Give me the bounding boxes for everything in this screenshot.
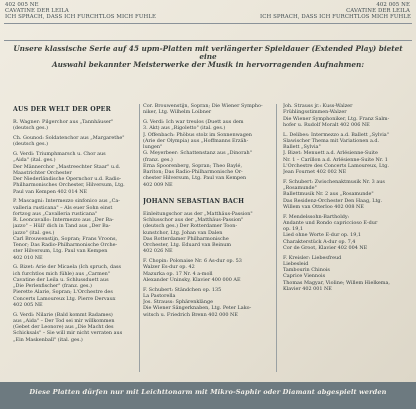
entry-line: 402 026 NE xyxy=(143,248,173,255)
entry-line: Andante und Rondo capriccioso E-dur xyxy=(283,219,378,226)
entry-line: La Pastorella xyxy=(143,292,176,299)
entry-line: chester Hilversum, Ltg. Paul van Kempen xyxy=(143,175,247,182)
entry-line: Der Männerchor „Mastreechter Staar" u.d. xyxy=(13,163,121,170)
entry-line: „Rosamunde" xyxy=(283,185,317,191)
entry-line: „Die Perlenfischer" (franz. ges.) xyxy=(13,283,92,289)
listing-column-3 xyxy=(283,103,409,373)
entry-line: L. Delibes: Intermezzo a.d. Ballett „Sylvia" xyxy=(283,131,389,138)
entry-line: Concerts Lamoureux Ltg. Pierre Dervaux xyxy=(13,295,116,302)
entry-line: valleria rusticana" – Als euer Sohn einst xyxy=(13,204,113,211)
entry-line: (deutsch ges.) xyxy=(13,141,48,148)
entry-line: R. Leoncavallo: Intermezzo aus „Der Ba- xyxy=(13,217,114,223)
entry-line: lungen" xyxy=(143,144,163,150)
entry-line: Frühlingsstimmen-Walzer xyxy=(283,109,347,116)
entry-line: kunstchor, Ltg. Johan van Dalen xyxy=(143,229,223,236)
recording-entry xyxy=(283,103,409,128)
entry-line: 402 009 NE xyxy=(143,181,173,188)
entry-line: niker, Ltg. Wilhelm Loibner xyxy=(143,109,212,116)
entry-line: Cor de Groot, Klavier 402 004 NE xyxy=(283,244,368,251)
entry-line: F. Schubert: Zwischenaktmusik Nr. 3 aus xyxy=(283,178,385,185)
entry-line: witsch u. Friedrich Brenn 402 000 NE xyxy=(143,311,238,318)
entry-line: Der Niederländische Opernchor u.d. Radio- xyxy=(13,176,122,182)
recording-entry xyxy=(283,214,409,252)
header-right-subtitle: ICH SPRACH, DASS ICH FURCHTLOS MICH FUHLE xyxy=(260,14,412,21)
entry-line: L'Orchestre des Concerts Lamoureux, Ltg. xyxy=(283,162,389,169)
entry-line: Die Wiener Sängerknaben, Ltg. Peter Lako- xyxy=(143,305,252,312)
entry-line: Thomas Magyar, Violine; Willem Hielkema, xyxy=(283,279,390,286)
entry-line: Orchester, Ltg. Eduard van Beinum xyxy=(143,242,232,248)
header-right-catalog: 402 005 NE xyxy=(376,2,410,8)
entry-line: G. Bizet: Arie der Micaela (Ich spruch, dass xyxy=(13,264,122,271)
entry-line: (franz. ges.) xyxy=(143,156,173,163)
header-divider-top xyxy=(4,23,412,24)
intro-line: Auswahl bekannter Meisterwerke der Musik in hervorragenden Aufnahmen: xyxy=(51,60,365,70)
entry-line: Charakterstück A-dur op. 7,4 xyxy=(283,238,356,245)
entry-line: ich furchtlos mich fühle) aus „Carmen" xyxy=(13,270,110,277)
entry-line: Paul van Kempen 402 014 NE xyxy=(13,188,88,195)
entry-line: G. Verdi: Ich war treulos (Duett aus dem xyxy=(143,119,244,125)
entry-line: Erna Spoorenberg, Sopran; Theo Baylé, xyxy=(143,162,243,169)
entry-line: Jean Fournet 402 002 NE xyxy=(283,169,347,175)
entry-line: Die Wiener Symphoniker, Ltg. Franz Salm- xyxy=(283,115,390,122)
entry-line: Joh. Strauss jr.: Kuss-Walzer xyxy=(283,103,353,109)
entry-line: Das Residenz-Orchester Den Haag, Ltg. xyxy=(283,197,383,204)
recording-entry xyxy=(13,135,137,148)
entry-line: jazzo" (ital. ges.) xyxy=(13,229,55,236)
entry-line: Cor. Brouwenstijn, Sopran; Die Wiener Sympho- xyxy=(143,103,263,109)
entry-line: 402 005 NE xyxy=(13,301,43,308)
header-right xyxy=(260,2,410,21)
recording-entry xyxy=(13,312,137,343)
header-left-catalog: 402 005 NE xyxy=(5,2,39,8)
recording-entry xyxy=(283,132,409,176)
entry-line: Carl Brouwenstijn, Sopran; Frans Vroons, xyxy=(13,235,118,242)
footer-bar xyxy=(0,382,416,409)
footer-notice: Diese Platten dürfen nur mit Leichttonarm mit Mikro-Saphir oder Diamant abgespielt werden xyxy=(29,388,387,396)
header-divider-bottom xyxy=(4,40,412,41)
recording-entry xyxy=(13,151,137,195)
entry-line: F. Mendelssohn-Bartholdy: xyxy=(283,213,350,220)
entry-line: Das Rotterdamer Philharmonische xyxy=(143,235,229,242)
recording-entry xyxy=(143,287,271,318)
entry-line: Ch. Gounod: Soldatenchor aus „Margarethe" xyxy=(13,135,125,141)
entry-line: Lied ohne Worte E-dur op. 19,1 xyxy=(283,232,362,239)
entry-line: G. Meyerbeer: Schattenstanz aus „Dinorah" xyxy=(143,150,252,157)
recording-entry xyxy=(283,255,409,293)
recording-entry xyxy=(283,179,409,210)
entry-line: Mazurka op. 17 Nr. 4 a-moll xyxy=(143,270,213,277)
entry-line: Klavier 402 001 NE xyxy=(283,285,332,292)
listing-column-1 xyxy=(13,103,137,373)
entry-line: JOHANN SEBASTIAN BACH xyxy=(143,197,245,205)
entry-line: „Ein Maskenball" (ital. ges.) xyxy=(13,336,83,343)
entry-line: G. Verdi: Nilarie (Bald kommt Radames) xyxy=(13,311,113,318)
recording-entry xyxy=(143,103,271,116)
entry-line: Tambourin Chinois xyxy=(283,267,330,273)
entry-line: Maastrichter Orchester xyxy=(13,169,72,176)
entry-line: (deutsch ges.) xyxy=(13,125,48,132)
entry-line: Pierette Alarie, Sopran; L'Orchestre des xyxy=(13,289,113,296)
entry-line: (Arie der Olympia) aus „Hoffmanns Erzäh- xyxy=(143,137,249,144)
entry-line: op. 19,1 xyxy=(283,226,304,232)
entry-line: J. Bizet: Menuett a.d. Arlésienne-Suite xyxy=(283,150,378,157)
entry-line: Alexander Uninsky, Klavier 400 000 AE xyxy=(143,276,241,283)
entry-line: (deutsch ges.) Der Rotterdamer Toon- xyxy=(143,223,238,230)
section-heading: AUS DER WELT DER OPER xyxy=(13,106,111,113)
entry-line: Cavatine der Leila u. Schlussduett aus xyxy=(13,276,109,283)
entry-line: Jos. Strauss: Sphärenklänge xyxy=(143,299,214,305)
entry-line: Schlusschor aus der „Matthäus-Passion" xyxy=(143,217,244,223)
header-left-title: CAVATINE DER LEILA xyxy=(5,8,69,15)
entry-line: aus „Aida" – Der Tod sei mir willkommen xyxy=(13,317,115,324)
entry-line: Schicksals" – Sie will mir nicht verraten aus xyxy=(13,330,123,337)
entry-line: 3. Akt) aus „Rigoletto" (ital. ges.) xyxy=(143,125,226,132)
entry-line: jazzo" – Hüll' dich in Tand aus „Der Ba- xyxy=(13,223,111,230)
entry-line: fortzog aus „Cavalleria rusticana" xyxy=(13,210,98,217)
header-right-title: CAVATINE DER LEILA xyxy=(346,8,410,15)
entry-line: Ballett „Sylvia" xyxy=(283,144,321,150)
entry-line: Nr. 1 – Carillon a.d. Arlésienne-Suite Nr. 1 xyxy=(283,156,388,163)
entry-line: P. Mascagni: Intermezzo sinfonico aus „Ca- xyxy=(13,198,120,205)
header-left-subtitle: ICH SPRACH, DASS ICH FURCHTLOS MICH FUHLE xyxy=(5,14,157,21)
entry-line: hofer u. Rudolf Moralt 402 006 NE xyxy=(283,121,370,128)
intro-line: Unsere klassische Serie auf 45 upm-Platten mit verlängerter Spieldauer (Extended Play) bietet eine xyxy=(13,44,403,62)
entry-line: R. Wagner: Pilgerchor aus „Tannhäuser" xyxy=(13,119,114,125)
entry-line: Caprice Viennois xyxy=(283,273,326,280)
listing-column-2 xyxy=(143,103,271,373)
recording-entry xyxy=(13,264,137,308)
recording-entry xyxy=(143,119,271,188)
entry-line: F. Schubert: Ständchen op. 135 xyxy=(143,286,222,293)
entry-line: Einleitungschor aus der „Matthäus-Passion" xyxy=(143,210,253,217)
recording-entry xyxy=(13,198,137,261)
entry-line: Slawischer Thema mit Variationen a.d. xyxy=(283,137,380,144)
entry-line: J. Offenbach: Phöbus stolz im Sonnenwagen xyxy=(143,131,252,138)
recording-entry xyxy=(13,119,137,132)
recording-entry xyxy=(143,258,271,283)
entry-line: Willem van Otterloo 402 008 NE xyxy=(283,203,364,210)
entry-line: Walzer Es-dur op. 42 xyxy=(143,264,195,271)
entry-line: (Gebet der Leonore) aus „Die Macht des xyxy=(13,324,114,330)
entry-line: ster Hilversum, Ltg. Paul van Kempen xyxy=(13,248,108,255)
column-divider xyxy=(276,104,277,372)
entry-line: F. Chopin: Polonaise Nr. 6 As-dur op. 53 xyxy=(143,258,242,264)
header-left xyxy=(5,2,155,21)
section-heading xyxy=(143,198,271,205)
recording-entry xyxy=(143,211,271,255)
entry-line: F. Kreisler: Liebesfreud xyxy=(283,254,342,261)
entry-line: G. Verdi: Triumphmarsch u. Chor aus xyxy=(13,151,106,157)
entry-line: Tenor; Das Radio-Philharmonische Orche- xyxy=(13,242,118,248)
column-divider xyxy=(139,104,140,372)
entry-line: Ballettmusik Nr. 2 aus „Rosamunde" xyxy=(283,191,374,198)
entry-line: 402 010 NE xyxy=(13,254,43,261)
entry-line: Bariton; Das Radio-Philharmonische Or- xyxy=(143,169,243,175)
entry-line: „Aida" (ital. ges.) xyxy=(13,157,56,164)
intro-text xyxy=(6,45,410,70)
entry-line: Philharmonisches Orchester, Hilversum, Ltg. xyxy=(13,182,125,189)
entry-line: Liebesleid xyxy=(283,260,309,267)
